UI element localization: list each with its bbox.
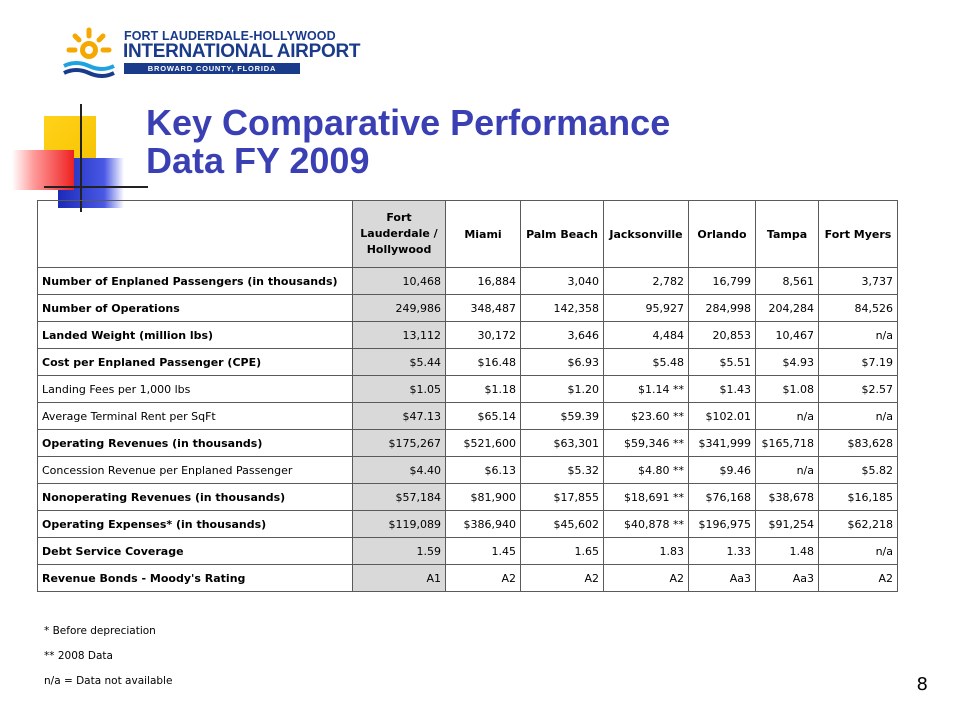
header-jacksonville: Jacksonville bbox=[604, 201, 689, 268]
table-cell: $5.48 bbox=[604, 349, 689, 376]
row-label: Cost per Enplaned Passenger (CPE) bbox=[38, 349, 353, 376]
table-cell: 1.33 bbox=[689, 538, 756, 565]
table-cell: 1.83 bbox=[604, 538, 689, 565]
row-label: Concession Revenue per Enplaned Passenger bbox=[38, 457, 353, 484]
row-label: Operating Expenses* (in thousands) bbox=[38, 511, 353, 538]
table-row bbox=[38, 484, 898, 511]
table-cell: $6.13 bbox=[446, 457, 521, 484]
table-cell: $7.19 bbox=[819, 349, 898, 376]
table-cell: $63,301 bbox=[521, 430, 604, 457]
table-cell: $102.01 bbox=[689, 403, 756, 430]
table-cell: 284,998 bbox=[689, 295, 756, 322]
row-label: Nonoperating Revenues (in thousands) bbox=[38, 484, 353, 511]
table-row bbox=[38, 349, 898, 376]
table-cell: 1.59 bbox=[353, 538, 446, 565]
table-cell: n/a bbox=[819, 538, 898, 565]
table-cell: Aa3 bbox=[756, 565, 819, 592]
header-blank bbox=[38, 201, 353, 268]
table-cell: 10,468 bbox=[353, 268, 446, 295]
table-cell: 2,782 bbox=[604, 268, 689, 295]
table-cell: 95,927 bbox=[604, 295, 689, 322]
table-cell: $62,218 bbox=[819, 511, 898, 538]
table-cell: $386,940 bbox=[446, 511, 521, 538]
table-cell: $341,999 bbox=[689, 430, 756, 457]
table-cell: A2 bbox=[446, 565, 521, 592]
table-cell: $6.93 bbox=[521, 349, 604, 376]
table-cell: 348,487 bbox=[446, 295, 521, 322]
performance-table bbox=[37, 200, 898, 592]
table-cell: 1.65 bbox=[521, 538, 604, 565]
table-cell: $196,975 bbox=[689, 511, 756, 538]
table-cell: 3,737 bbox=[819, 268, 898, 295]
row-label: Average Terminal Rent per SqFt bbox=[38, 403, 353, 430]
table-cell: 249,986 bbox=[353, 295, 446, 322]
table-cell: $5.82 bbox=[819, 457, 898, 484]
logo-line-1: FORT LAUDERDALE-HOLLYWOOD bbox=[124, 29, 336, 43]
table-cell: $45,602 bbox=[521, 511, 604, 538]
footnote: * Before depreciation bbox=[44, 625, 156, 637]
table-cell: 16,884 bbox=[446, 268, 521, 295]
table-cell: A1 bbox=[353, 565, 446, 592]
table-cell: n/a bbox=[756, 457, 819, 484]
table-cell: n/a bbox=[819, 403, 898, 430]
table-cell: $1.18 bbox=[446, 376, 521, 403]
table-row bbox=[38, 295, 898, 322]
table-cell: 1.45 bbox=[446, 538, 521, 565]
table-cell: $59.39 bbox=[521, 403, 604, 430]
header-fort-lauderdale: Fort Lauderdale / Hollywood bbox=[353, 201, 446, 268]
row-label: Revenue Bonds - Moody's Rating bbox=[38, 565, 353, 592]
table-cell: $165,718 bbox=[756, 430, 819, 457]
table-cell: 13,112 bbox=[353, 322, 446, 349]
table-cell: $65.14 bbox=[446, 403, 521, 430]
table-cell: $1.14 ** bbox=[604, 376, 689, 403]
airport-logo bbox=[62, 26, 361, 78]
table-cell: 16,799 bbox=[689, 268, 756, 295]
row-label: Landed Weight (million lbs) bbox=[38, 322, 353, 349]
table-cell: $16.48 bbox=[446, 349, 521, 376]
table-cell: n/a bbox=[756, 403, 819, 430]
row-label: Number of Operations bbox=[38, 295, 353, 322]
table-row bbox=[38, 538, 898, 565]
table-cell: $17,855 bbox=[521, 484, 604, 511]
table-cell: $5.32 bbox=[521, 457, 604, 484]
table-cell: $91,254 bbox=[756, 511, 819, 538]
table-cell: 84,526 bbox=[819, 295, 898, 322]
decorative-horizontal-line bbox=[44, 186, 148, 188]
table-cell: $175,267 bbox=[353, 430, 446, 457]
table-cell: 142,358 bbox=[521, 295, 604, 322]
table-cell: 3,646 bbox=[521, 322, 604, 349]
table-cell: $9.46 bbox=[689, 457, 756, 484]
table-cell: A2 bbox=[604, 565, 689, 592]
row-label: Operating Revenues (in thousands) bbox=[38, 430, 353, 457]
table-cell: $5.44 bbox=[353, 349, 446, 376]
table-row bbox=[38, 430, 898, 457]
sun-logo-icon bbox=[62, 26, 116, 78]
row-label: Debt Service Coverage bbox=[38, 538, 353, 565]
table-cell: Aa3 bbox=[689, 565, 756, 592]
table-row bbox=[38, 457, 898, 484]
table-row bbox=[38, 376, 898, 403]
table-cell: 4,484 bbox=[604, 322, 689, 349]
table-row bbox=[38, 565, 898, 592]
table-cell: $76,168 bbox=[689, 484, 756, 511]
table-cell: 1.48 bbox=[756, 538, 819, 565]
table-cell: 204,284 bbox=[756, 295, 819, 322]
logo-line-2: INTERNATIONAL AIRPORT bbox=[123, 41, 361, 62]
table-cell: $4.40 bbox=[353, 457, 446, 484]
table-cell: $1.20 bbox=[521, 376, 604, 403]
decorative-vertical-line bbox=[80, 104, 82, 212]
table-cell: $4.93 bbox=[756, 349, 819, 376]
table-cell: 8,561 bbox=[756, 268, 819, 295]
table-cell: $1.08 bbox=[756, 376, 819, 403]
table-row bbox=[38, 268, 898, 295]
table-cell: $1.43 bbox=[689, 376, 756, 403]
table-cell: $57,184 bbox=[353, 484, 446, 511]
table-cell: $2.57 bbox=[819, 376, 898, 403]
header-fort-myers: Fort Myers bbox=[819, 201, 898, 268]
header-miami: Miami bbox=[446, 201, 521, 268]
header-orlando: Orlando bbox=[689, 201, 756, 268]
header-palm-beach: Palm Beach bbox=[521, 201, 604, 268]
table-header-row bbox=[38, 201, 898, 268]
table-cell: $81,900 bbox=[446, 484, 521, 511]
table-cell: A2 bbox=[819, 565, 898, 592]
table-cell: $47.13 bbox=[353, 403, 446, 430]
table-cell: $1.05 bbox=[353, 376, 446, 403]
table-cell: $40,878 ** bbox=[604, 511, 689, 538]
table-cell: $5.51 bbox=[689, 349, 756, 376]
header-tampa: Tampa bbox=[756, 201, 819, 268]
table-cell: $38,678 bbox=[756, 484, 819, 511]
table-cell: 3,040 bbox=[521, 268, 604, 295]
table-cell: 10,467 bbox=[756, 322, 819, 349]
table-cell: $18,691 ** bbox=[604, 484, 689, 511]
table-cell: $23.60 ** bbox=[604, 403, 689, 430]
logo-line-3: BROWARD COUNTY, FLORIDA bbox=[124, 63, 300, 74]
table-row bbox=[38, 403, 898, 430]
decorative-red-square bbox=[12, 150, 74, 190]
table-row bbox=[38, 322, 898, 349]
row-label: Landing Fees per 1,000 lbs bbox=[38, 376, 353, 403]
table-cell: $59,346 ** bbox=[604, 430, 689, 457]
table-cell: n/a bbox=[819, 322, 898, 349]
table-cell: A2 bbox=[521, 565, 604, 592]
table-row bbox=[38, 511, 898, 538]
table-cell: $521,600 bbox=[446, 430, 521, 457]
page-number: 8 bbox=[916, 674, 928, 695]
page-title: Key Comparative Performance Data FY 2009 bbox=[146, 102, 671, 181]
footnotes bbox=[44, 624, 172, 699]
table-cell: 30,172 bbox=[446, 322, 521, 349]
table-cell: $16,185 bbox=[819, 484, 898, 511]
row-label: Number of Enplaned Passengers (in thousands) bbox=[38, 268, 353, 295]
table-cell: $119,089 bbox=[353, 511, 446, 538]
table-cell: $4.80 ** bbox=[604, 457, 689, 484]
table-cell: 20,853 bbox=[689, 322, 756, 349]
footnote: n/a = Data not available bbox=[44, 675, 173, 687]
table-cell: $83,628 bbox=[819, 430, 898, 457]
footnote: ** 2008 Data bbox=[44, 650, 113, 662]
